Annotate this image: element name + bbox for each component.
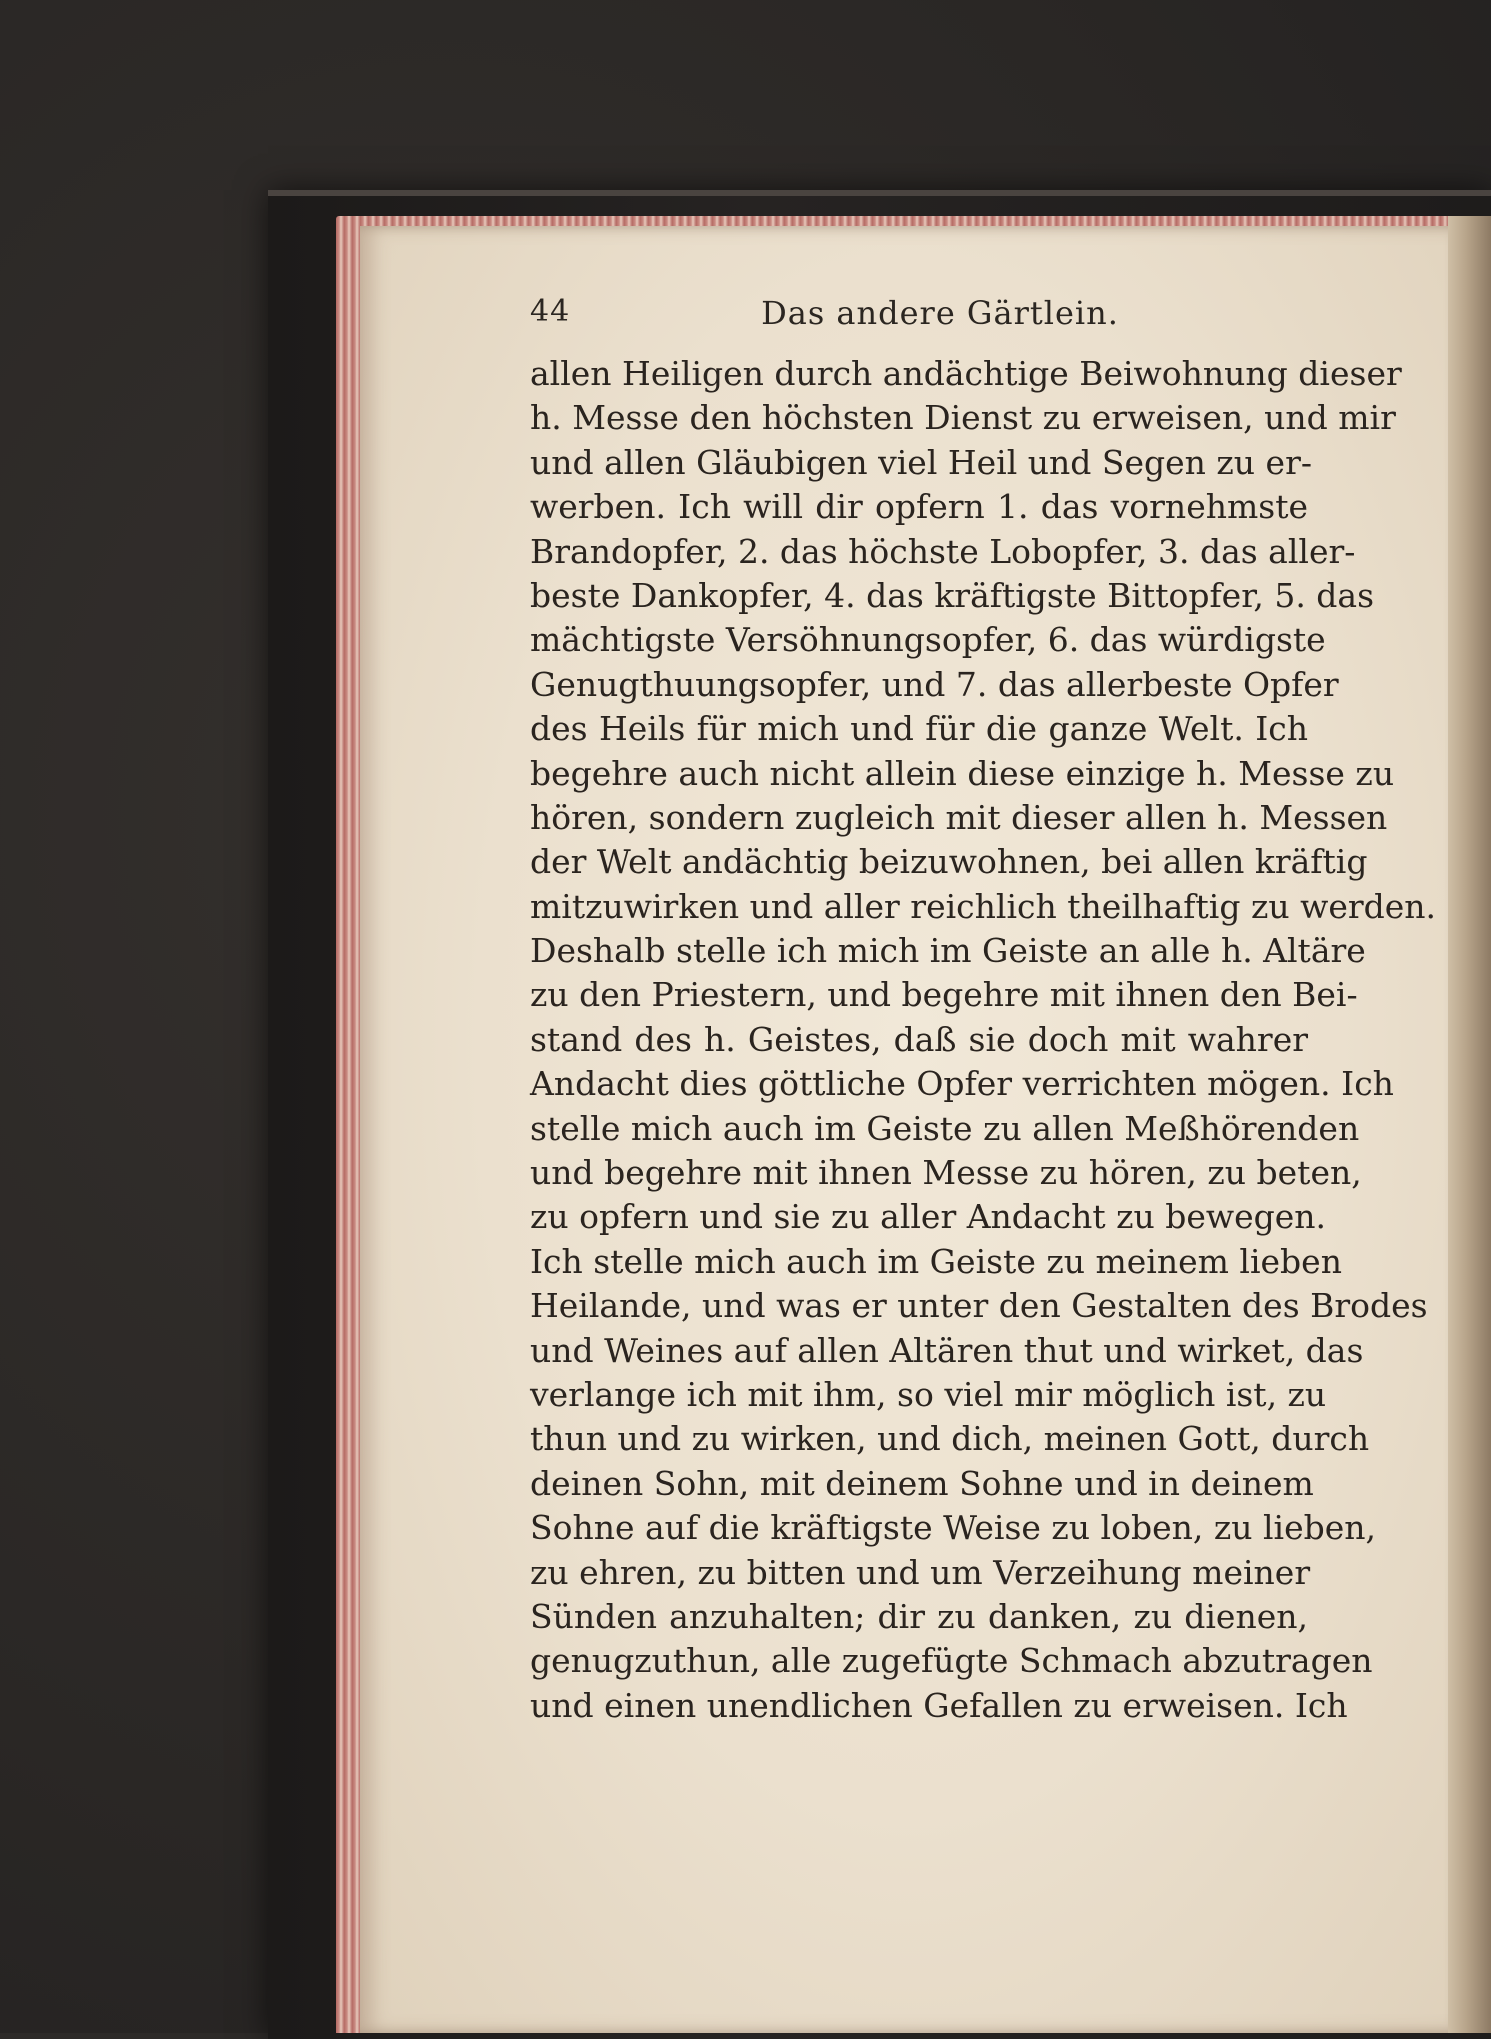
- text-line: Sünden anzuhalten; dir zu danken, zu dienen,: [530, 1596, 1308, 1636]
- text-line: und einen unendlichen Gefallen zu erweisen. Ich: [530, 1685, 1348, 1725]
- text-line: Andacht dies göttliche Opfer verrichten mögen. Ich: [530, 1064, 1394, 1104]
- page-number: 44: [530, 294, 571, 329]
- page-header: Das andere Gärtlein.: [761, 294, 1119, 332]
- text-line: zu opfern und sie zu aller Andacht zu bewegen.: [530, 1197, 1327, 1237]
- text-line: mächtigste Versöhnungsopfer, 6. das würdigste: [530, 620, 1326, 660]
- body-text: [530, 352, 1437, 1728]
- text-line: beste Dankopfer, 4. das kräftigste Bittopfer, 5. das: [530, 575, 1375, 615]
- text-line: Heilande, und was er unter den Gestalten des Brodes: [530, 1286, 1428, 1326]
- text-line: verlange ich mit ihm, so viel mir möglich ist, zu: [530, 1374, 1327, 1414]
- text-line: h. Messe den höchsten Dienst zu erweisen, und mir: [530, 398, 1396, 438]
- text-line: Sohne auf die kräftigste Weise zu loben, zu lieben,: [530, 1508, 1377, 1548]
- running-head: [530, 294, 1310, 338]
- text-line: werben. Ich will dir opfern 1. das vornehmste: [530, 487, 1308, 527]
- text-line: Brandopfer, 2. das höchste Lobopfer, 3. das aller-: [530, 531, 1356, 571]
- text-line: und Weines auf allen Altären thut und wirket, das: [530, 1330, 1364, 1370]
- text-line: und begehre mit ihnen Messe zu hören, zu beten,: [530, 1153, 1362, 1193]
- text-line: stand des h. Geistes, daß sie doch mit wahrer: [530, 1019, 1308, 1059]
- text-line: der Welt andächtig beizuwohnen, bei allen kräftig: [530, 842, 1368, 882]
- text-line: des Heils für mich und für die ganze Welt. Ich: [530, 709, 1308, 749]
- text-line: Genugthuungsopfer, und 7. das allerbeste Opfer: [530, 664, 1339, 704]
- text-line: thun und zu wirken, und dich, meinen Gott, durch: [530, 1419, 1370, 1459]
- text-line: genugzuthun, alle zugefügte Schmach abzutragen: [530, 1641, 1373, 1681]
- facing-page-edge: [1448, 216, 1491, 2033]
- text-line: zu den Priestern, und begehre mit ihnen den Bei-: [530, 975, 1358, 1015]
- text-line: Deshalb stelle ich mich im Geiste an alle h. Altäre: [530, 931, 1366, 971]
- text-line: mitzuwirken und aller reichlich theilhaftig zu werden.: [530, 886, 1437, 926]
- text-line: Ich stelle mich auch im Geiste zu meinem lieben: [530, 1241, 1342, 1281]
- text-line: begehre auch nicht allein diese einzige h. Messe zu: [530, 753, 1395, 793]
- text-line: allen Heiligen durch andächtige Beiwohnung dieser: [530, 354, 1402, 393]
- text-line: zu ehren, zu bitten und um Verzeihung meiner: [530, 1552, 1311, 1592]
- text-line: deinen Sohn, mit deinem Sohne und in deinem: [530, 1463, 1314, 1503]
- text-line: stelle mich auch im Geiste zu allen Meßhörenden: [530, 1108, 1360, 1148]
- text-line: hören, sondern zugleich mit dieser allen h. Messen: [530, 797, 1388, 837]
- text-line: und allen Gläubigen viel Heil und Segen zu er-: [530, 442, 1313, 482]
